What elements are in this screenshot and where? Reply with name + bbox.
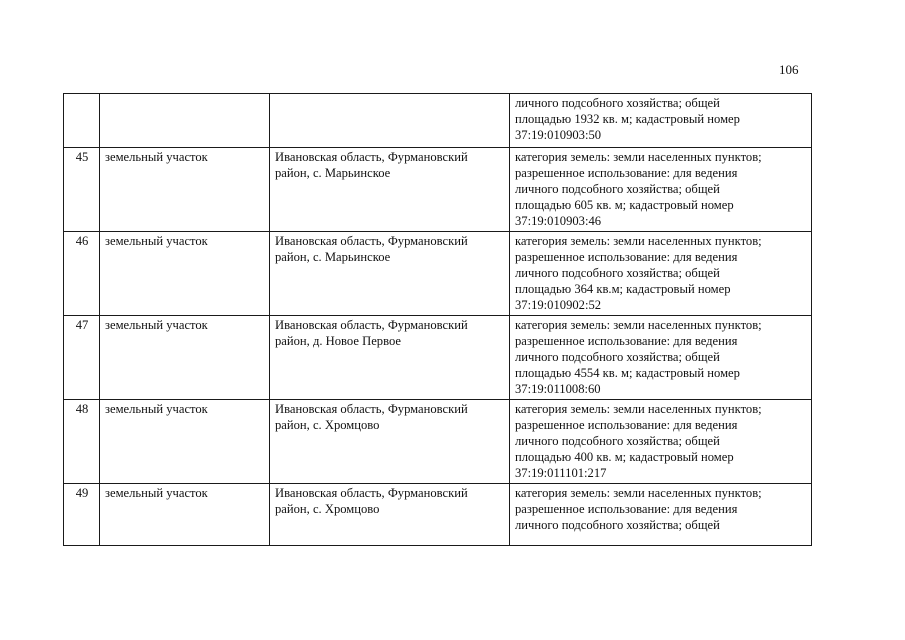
description-cell: личного подсобного хозяйства; общей площадью 1932 кв. м; кадастровый номер 37:19:010903:50 [510,94,812,148]
description-cell: категория земель: земли населенных пунктов; разрешенное использование: для ведения личного подсобного хозяйства; общей площадью 605 кв. м; кадастровый номер 37:19:010903:46 [510,148,812,232]
row-number-cell: 49 [64,484,100,546]
table-row [64,316,812,400]
row-number-cell: 48 [64,400,100,484]
address-cell: Ивановская область, Фурмановский район, с. Хромцово [270,400,510,484]
address-cell: Ивановская область, Фурмановский район, с. Марьинское [270,148,510,232]
object-type-cell: земельный участок [100,484,270,546]
description-cell: категория земель: земли населенных пунктов; разрешенное использование: для ведения личного подсобного хозяйства; общей площадью 400 кв. м; кадастровый номер 37:19:011101:217 [510,400,812,484]
object-type-cell: земельный участок [100,232,270,316]
row-number-cell: 46 [64,232,100,316]
table-row [64,484,812,546]
object-type-cell: земельный участок [100,148,270,232]
row-number-cell [64,94,100,148]
table-row [64,232,812,316]
table-row [64,400,812,484]
address-cell: Ивановская область, Фурмановский район, с. Марьинское [270,232,510,316]
property-table [63,93,812,546]
row-number-cell: 45 [64,148,100,232]
description-cell: категория земель: земли населенных пунктов; разрешенное использование: для ведения личного подсобного хозяйства; общей площадью 364 кв.м; кадастровый номер 37:19:010902:52 [510,232,812,316]
address-cell [270,94,510,148]
object-type-cell: земельный участок [100,400,270,484]
object-type-cell [100,94,270,148]
address-cell: Ивановская область, Фурмановский район, д. Новое Первое [270,316,510,400]
row-number-cell: 47 [64,316,100,400]
table-row-continuation [64,94,812,148]
page-number: 106 [779,62,799,77]
table-row [64,148,812,232]
description-cell: категория земель: земли населенных пунктов; разрешенное использование: для ведения личного подсобного хозяйства; общей [510,484,812,546]
description-cell: категория земель: земли населенных пунктов; разрешенное использование: для ведения личного подсобного хозяйства; общей площадью 4554 кв. м; кадастровый номер 37:19:011008:60 [510,316,812,400]
address-cell: Ивановская область, Фурмановский район, с. Хромцово [270,484,510,546]
object-type-cell: земельный участок [100,316,270,400]
